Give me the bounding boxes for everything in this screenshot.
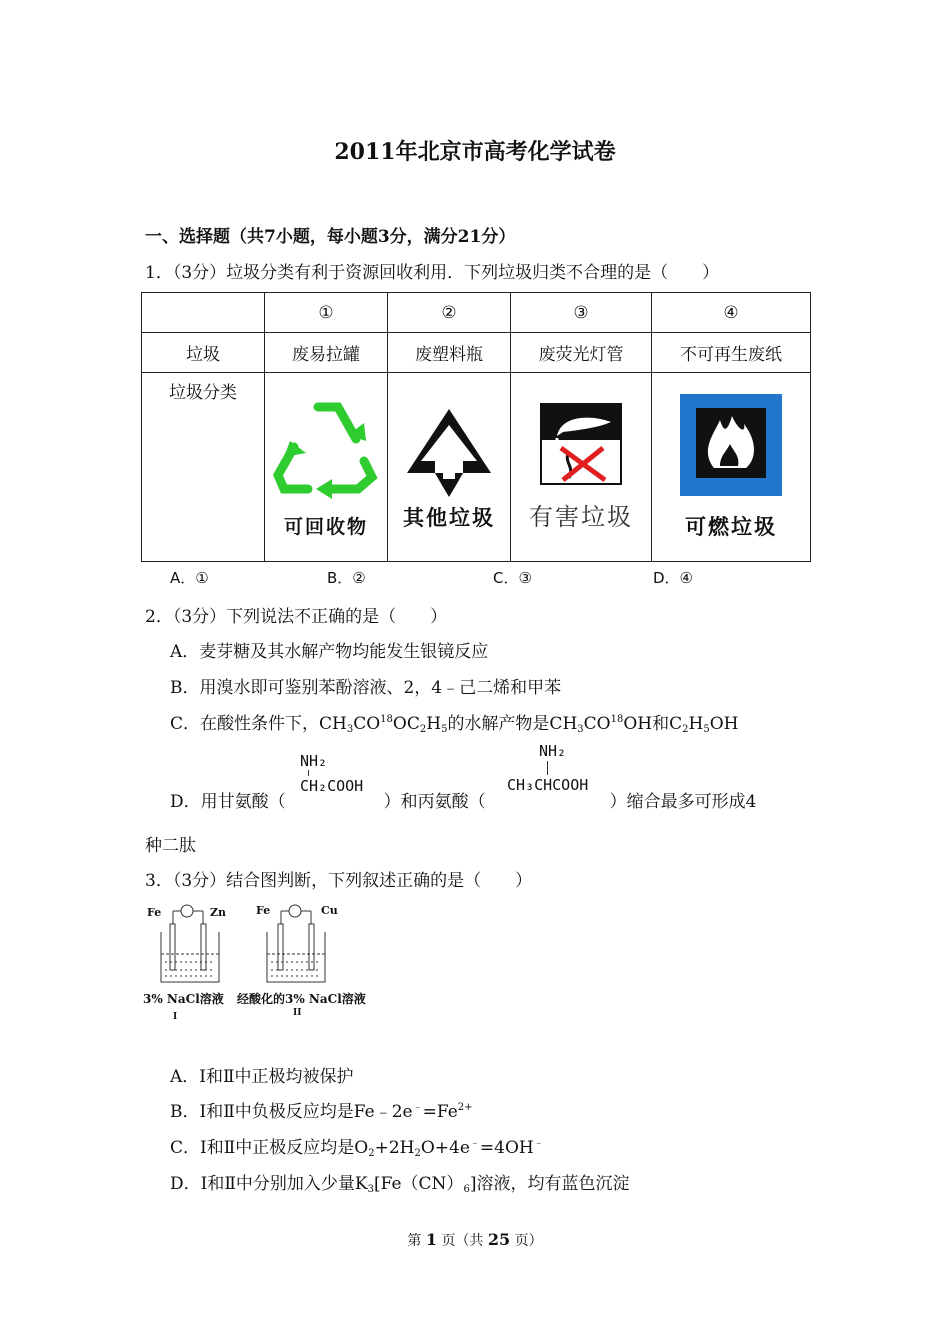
hazardous-icon — [539, 402, 623, 486]
sign-cell-2 — [388, 373, 511, 562]
q1-stem: 1．（3分）垃圾分类有利于资源回收利用．下列垃圾归类不合理的是（ ） — [145, 263, 720, 283]
page-number: 1 — [425, 1230, 437, 1249]
q3-option-d[interactable]: D．Ⅰ和Ⅱ中分别加入少量$K_3[Fe(CN)_6]$溶液，均有蓝色沉淀 — [170, 1174, 630, 1195]
q3-option-c[interactable]: C．Ⅰ和Ⅱ中正极反应均是$O_2+2H_2O+4e^﹣=4OH^﹣$ — [170, 1138, 544, 1159]
sign-label-other: 其他垃圾 — [403, 505, 495, 530]
cell1-left-electrode: Fe — [147, 906, 162, 919]
alanine-bond — [547, 761, 548, 775]
q3-figure — [143, 902, 393, 1024]
combustible-icon — [680, 394, 782, 496]
cell1-caption: 3% NaCl溶液 — [143, 992, 224, 1006]
q1-option-b[interactable]: B．② — [327, 569, 366, 587]
item-4: 不可再生废纸 — [652, 333, 811, 373]
cell2-right-electrode: Cu — [321, 904, 338, 917]
sign-cell-3 — [511, 373, 652, 562]
item-2: 废塑料瓶 — [388, 333, 511, 373]
q2-option-a[interactable]: A．麦芽糖及其水解产物均能发生银镜反应 — [170, 642, 489, 662]
q2-option-c[interactable]: C．在酸性条件下，$CH_3CO^{18}OC_2H_5$的水解产物是$CH_3CO^{18}OH$和$C_2H_5OH$ — [170, 714, 739, 735]
sign-cell-1 — [265, 373, 388, 562]
page-title: 2011年北京市高考化学试卷 — [334, 139, 616, 165]
q3-option-b[interactable]: B．Ⅰ和Ⅱ中负极反应均是$Fe﹣2e^﹣=Fe^{2+}$ — [170, 1102, 473, 1122]
cell1-right-electrode: Zn — [210, 906, 227, 919]
header-empty-cell — [142, 293, 265, 333]
sign-label-recyclable: 可回收物 — [283, 516, 368, 538]
cell2-id: II — [293, 1008, 302, 1018]
q3-option-a[interactable]: A．Ⅰ和Ⅱ中正极均被保护 — [170, 1067, 354, 1087]
q3-stem: 3．（3分）结合图判断，下列叙述正确的是（ ） — [145, 871, 533, 891]
q1-option-a[interactable]: A．① — [170, 569, 209, 587]
glycine-structure-bottom: CH₂COOH — [300, 777, 364, 795]
glycine-bond — [308, 770, 309, 776]
sign-cell-4 — [652, 373, 811, 562]
q1-option-d[interactable]: D．④ — [653, 569, 693, 587]
alanine-structure-top: NH₂ — [539, 742, 567, 760]
header-3: ③ — [511, 293, 652, 333]
section-heading: 一、选择题（共7小题，每小题3分，满分21分） — [145, 227, 516, 247]
sign-label-hazardous: 有害垃圾 — [529, 503, 633, 531]
alanine-structure-bottom: CH₃CHCOOH — [507, 776, 589, 794]
q2-option-d[interactable]: D．用甘氨酸（ ）和丙氨酸（ ）缩合最多可形成4 — [170, 792, 757, 812]
q1-table — [141, 292, 811, 562]
q1-option-c[interactable]: C．③ — [493, 569, 532, 587]
cell2-caption: 经酸化的3% NaCl溶液 — [237, 992, 366, 1006]
header-4: ④ — [652, 293, 811, 333]
q2-stem: 2．（3分）下列说法不正确的是（ ） — [145, 607, 448, 627]
cell2-left-electrode: Fe — [256, 904, 271, 917]
header-1: ① — [265, 293, 388, 333]
q2-option-b[interactable]: B．用溴水即可鉴别苯酚溶液、2，4﹣己二烯和甲苯 — [170, 678, 562, 698]
row-label-waste: 垃圾 — [142, 333, 265, 373]
header-2: ② — [388, 293, 511, 333]
item-1: 废易拉罐 — [265, 333, 388, 373]
galvanometer-icon — [181, 905, 193, 917]
row-label-classification: 垃圾分类 — [142, 373, 265, 562]
glycine-structure-top: NH₂ — [300, 752, 328, 770]
other-waste-icon — [391, 403, 507, 503]
page-footer: 第 1 页（共 25 页） — [407, 1230, 543, 1249]
item-3: 废荧光灯管 — [511, 333, 652, 373]
q2-option-d-wrap: 种二肽 — [145, 836, 196, 856]
cell1-id: I — [173, 1012, 178, 1022]
recycle-icon — [268, 395, 384, 515]
sign-label-combustible: 可燃垃圾 — [685, 514, 777, 539]
page-total: 25 — [487, 1230, 511, 1249]
